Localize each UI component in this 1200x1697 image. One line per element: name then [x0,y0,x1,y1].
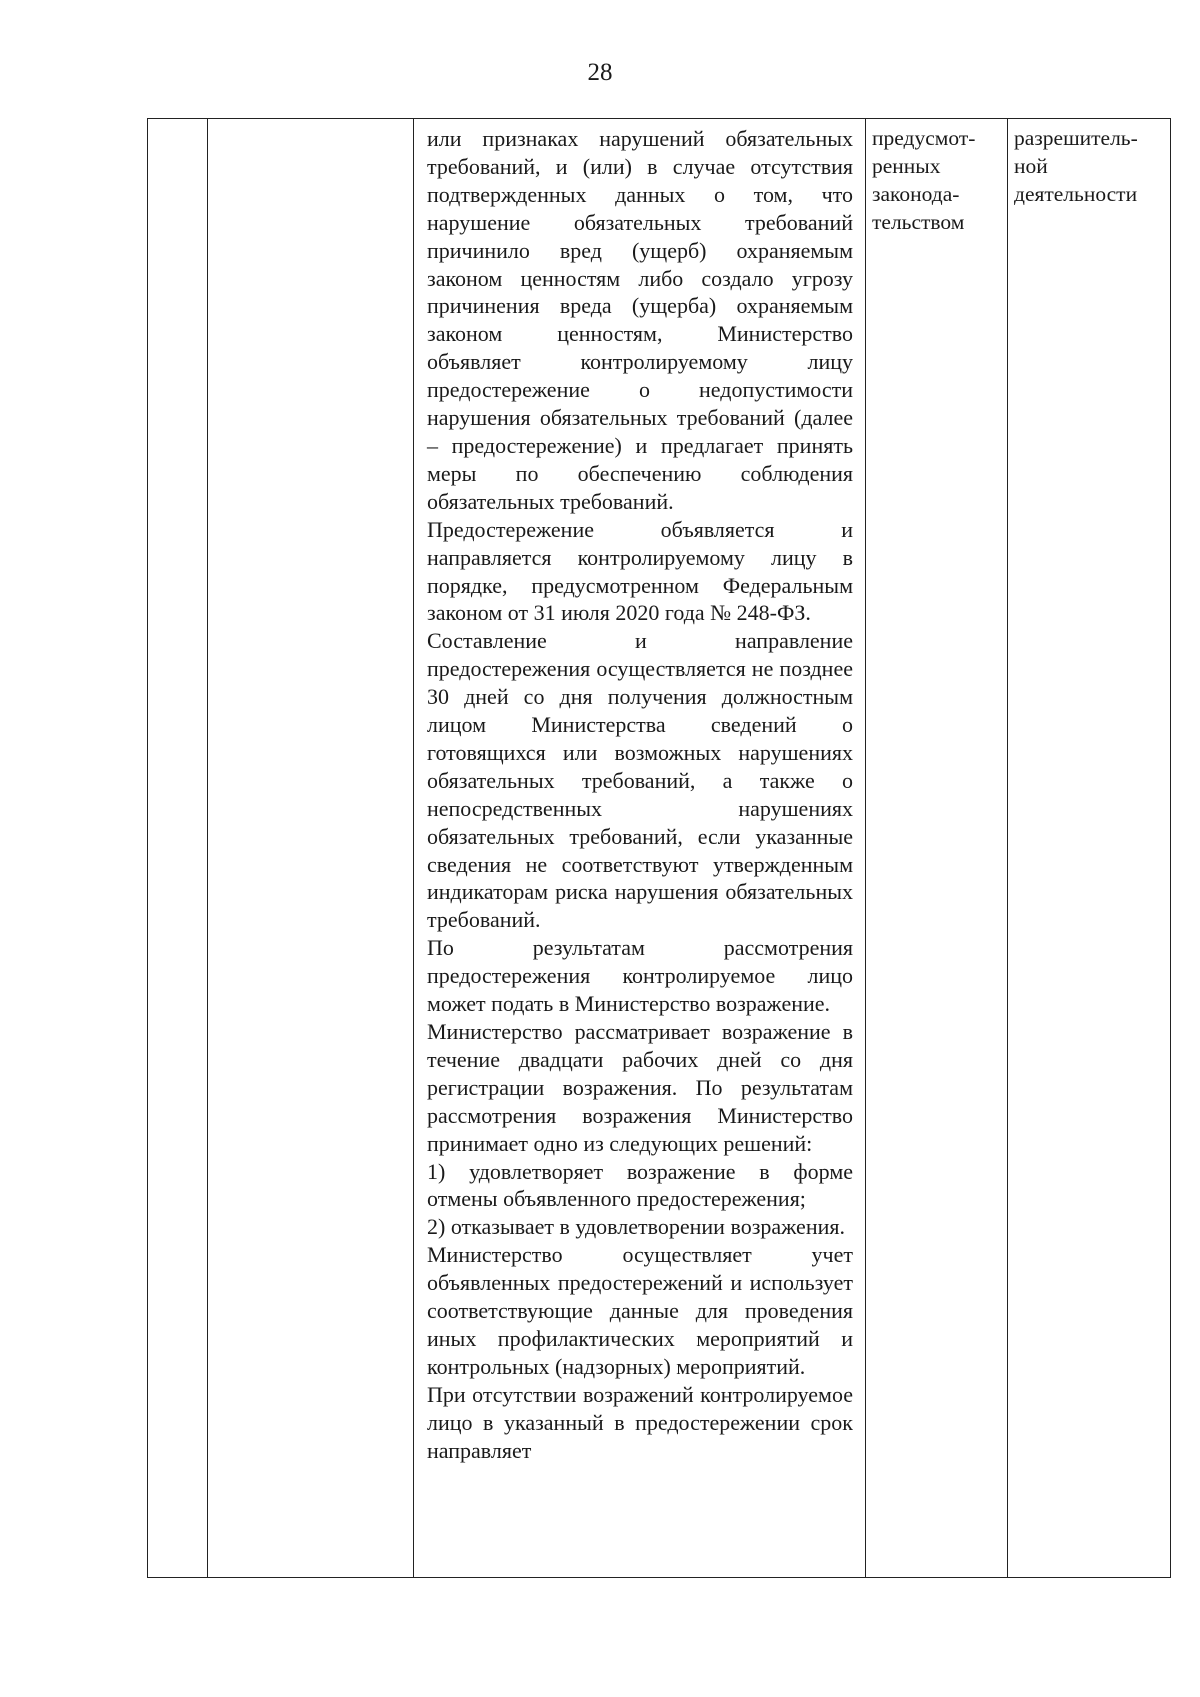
description-paragraph: Предостережение объявляется и направляется контролируемому лицу в порядке, предусмотренном Федеральным законом от 31 июля 2020 года № 248-ФЗ. [427,516,853,626]
activity-line: разрешитель- [1014,126,1138,150]
description-paragraph: 1) удовлетворяет возражение в форме отмены объявленного предостережения; [427,1158,853,1212]
basis-text [866,119,1007,237]
description-paragraph: Министерство рассматривает возражение в течение двадцати рабочих дней со дня регистрации возражения. По результатам рассмотрения возражения Министерство принимает одно из следующих решений: [427,1019,853,1156]
activity-line: ной [1014,153,1048,178]
basis-line: ренных [872,153,941,178]
activity-line: деятельности [1014,181,1138,206]
basis-line: тельством [872,209,965,234]
activity-text [1008,119,1170,209]
table-row [148,119,1171,1578]
table-cell-activity [1008,119,1171,1578]
page-number: 28 [587,59,613,86]
regulation-table [147,118,1171,1578]
description-text [414,119,865,1465]
table-cell-basis [866,119,1008,1578]
description-paragraph: 2) отказывает в удовлетворении возражения. [427,1214,845,1240]
description-paragraph: Министерство осуществляет учет объявленных предостережений и использует соответствующие данные для проведения иных профилактических мероприятий и контрольных (надзорных) мероприятий. [427,1242,853,1379]
description-paragraph: или признаках нарушений обязательных требований, и (или) в случае отсутствия подтвержденных данных о том, что нарушение обязательных требований причинило вред (ущерб) охраняемым законом ценностям либо создало угрозу причинения вреда (ущерба) охраняемым законом ценностям, Министерство объявляет контролируемому лицу предостережение о недопустимости нарушения обязательных требований (далее – предостережение) и предлагает принять меры по обеспечению соблюдения обязательных требований. [427,126,853,514]
description-paragraph: Составление и направление предостережения осуществляется не позднее 30 дней со дня получения должностным лицом Министерства сведений о готовящихся или возможных нарушениях обязательных требований, а также о непосредственных нарушениях обязательных требований, если указанные сведения не соответствуют утвержденным индикаторам риска нарушения обязательных требований. [427,628,853,933]
basis-line: законода- [872,181,960,206]
description-paragraph: При отсутствии возражений контролируемое лицо в указанный в предостережении срок направляет [427,1381,853,1463]
table-cell-description [414,119,866,1578]
table-cell-number [148,119,208,1578]
table-cell-name [208,119,414,1578]
description-paragraph: По результатам рассмотрения предостережения контролируемое лицо может подать в Министерство возражение. [427,935,853,1017]
basis-line: предусмот- [872,126,976,150]
